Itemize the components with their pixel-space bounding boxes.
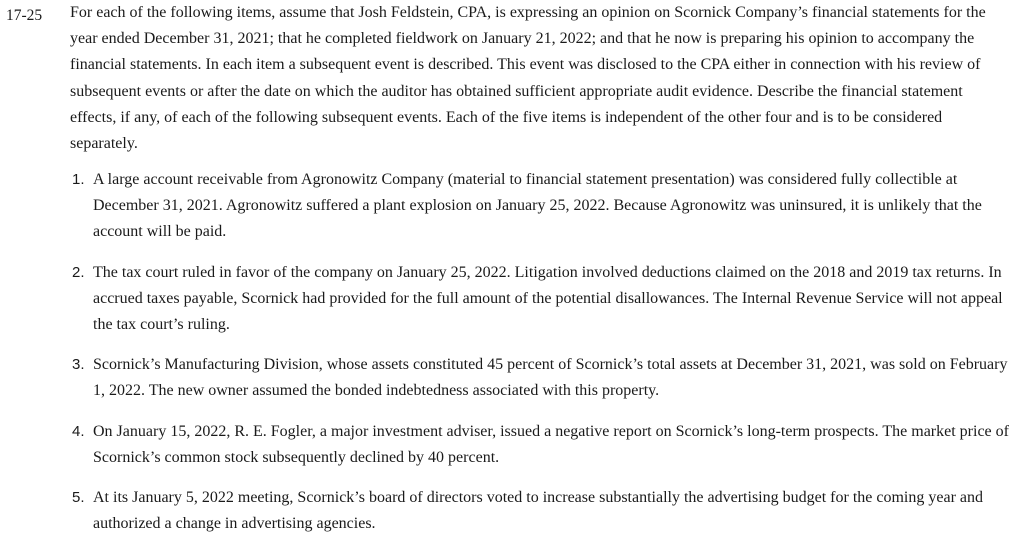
item-text: On January 15, 2022, R. E. Fogler, a major investment adviser, issued a negative report on Scornick’s long-term prospects. The market price of Scornick’s common stock subsequently declined by 40 percent. [93, 422, 1009, 466]
item-number: 4. [72, 422, 85, 440]
subsequent-events-list [72, 167, 1012, 551]
item-text: A large account receivable from Agronowitz Company (material to financial statement presentation) was considered fully collectible at December 31, 2021. Agronowitz suffered a plant explosion on January 25, 2022. Because Agronowitz was uninsured, it is unlikely that the account will be paid. [93, 171, 982, 241]
problem-number: 17-25 [6, 7, 43, 24]
item-number: 1. [72, 171, 85, 188]
list-item [72, 419, 1012, 471]
item-number: 2. [72, 263, 85, 281]
list-item [72, 167, 1012, 246]
item-number: 3. [72, 356, 85, 374]
list-item [72, 485, 1012, 537]
item-text: At its January 5, 2022 meeting, Scornick’s board of directors voted to increase substantially the advertising budget for the coming year and authorized a change in advertising agencies. [93, 489, 983, 533]
list-item [72, 352, 1012, 404]
item-text: Scornick’s Manufacturing Division, whose assets constituted 45 percent of Scornick’s total assets at December 31, 2021, was sold on February 1, 2022. The new owner assumed the bonded indebtedness associated with this property. [93, 356, 1008, 400]
problem-intro: For each of the following items, assume that Josh Feldstein, CPA, is expressing an opinion on Scornick Company’s financial statements for the year ended December 31, 2021; that he completed fieldwork on January 21, 2022; and that he now is preparing his opinion to accompany the financial statements. In each item a subsequent event is described. This event was disclosed to the CPA either in connection with his review of subsequent events or after the date on which the auditor has obtained sufficient appropriate audit evidence. Describe the financial statement effects, if any, of each of the following subsequent events. Each of the five items is independent of the other four and is to be considered separately. [70, 4, 986, 153]
item-number: 5. [72, 489, 85, 507]
list-item [72, 260, 1012, 339]
item-text: The tax court ruled in favor of the company on January 25, 2022. Litigation involved deductions claimed on the 2018 and 2019 tax returns. In accrued taxes payable, Scornick had provided for the full amount of the potential disallowances. The Internal Revenue Service will not appeal the tax court’s ruling. [93, 263, 1003, 334]
